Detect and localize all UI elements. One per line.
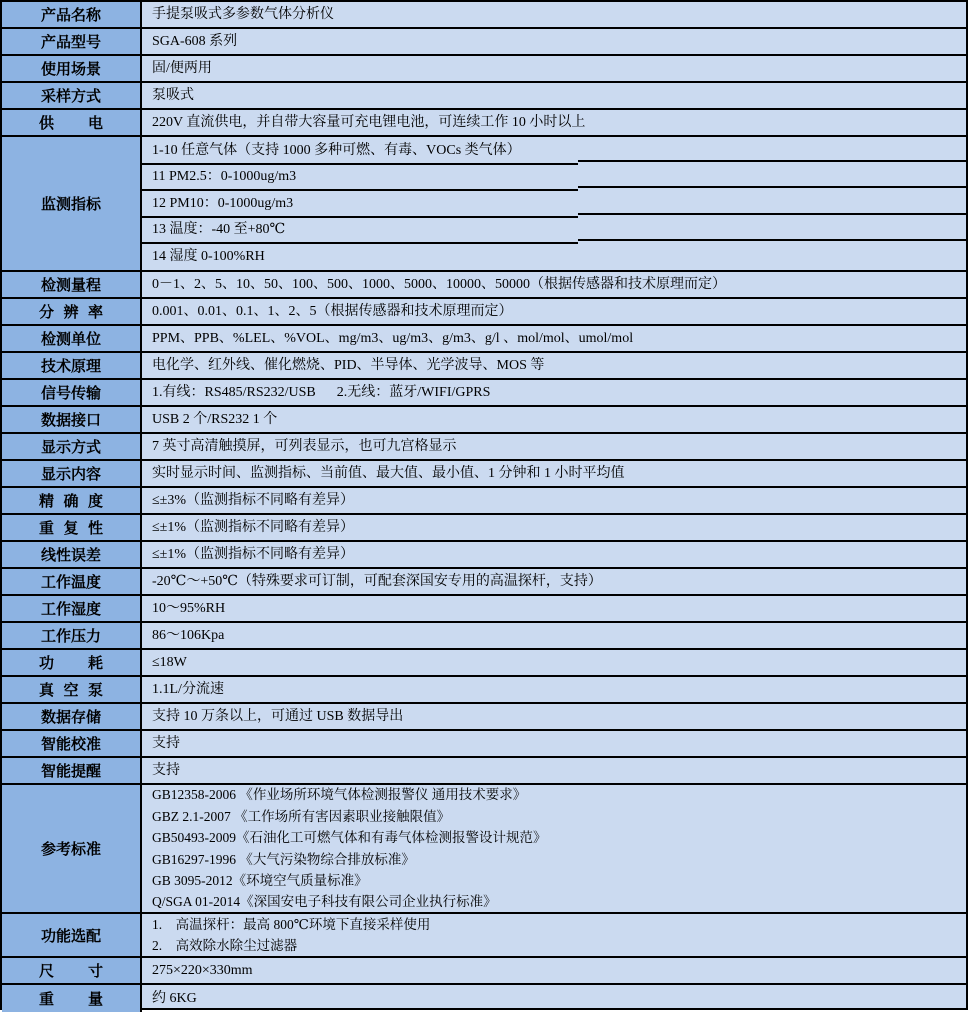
row-monitoring-indicators xyxy=(2,137,966,272)
display-mode-value-cell xyxy=(142,434,966,459)
optional-functions-line: 1. 高温探杆：最高 800℃环境下直接采样使用 xyxy=(152,916,431,932)
sampling-method-label: 采样方式 xyxy=(40,88,101,105)
weight-label-cell xyxy=(2,985,142,1012)
working-pressure-label-cell xyxy=(2,623,142,648)
subrow-separator-right xyxy=(578,186,966,188)
optional-functions-label-cell xyxy=(2,914,142,956)
smart-reminder-label-cell xyxy=(2,758,142,783)
row-detection-range xyxy=(2,272,966,299)
linearity-error-value: ≤±1%（监测指标不同略有差异） xyxy=(152,546,355,562)
optional-functions-line: 2. 高效除水除尘过滤器 xyxy=(152,938,298,953)
row-power-supply xyxy=(2,110,966,137)
row-power-consumption xyxy=(2,650,966,677)
working-pressure-label: 工作压力 xyxy=(40,628,101,645)
row-optional-functions xyxy=(2,914,966,958)
vacuum-pump-value: 1.1L/分流速 xyxy=(152,681,224,697)
signal-transmission-value: 1.有线：RS485/RS232/USB 2.无线：蓝牙/WIFI/GPRS xyxy=(152,384,491,400)
optional-functions-label: 功能选配 xyxy=(40,927,101,945)
signal-transmission-value-cell xyxy=(142,380,966,405)
working-temperature-value-cell xyxy=(142,569,966,594)
subrow-separator-right xyxy=(578,213,966,215)
display-mode-label: 显示方式 xyxy=(40,439,101,456)
resolution-value-cell xyxy=(142,299,966,324)
row-display-content xyxy=(2,461,966,488)
usage-scene-label: 使用场景 xyxy=(40,61,101,78)
detection-unit-label: 检测单位 xyxy=(40,331,101,348)
vacuum-pump-label: 真空泵 xyxy=(39,682,103,699)
row-working-temperature xyxy=(2,569,966,596)
product-name-value: 手提泵吸式多参数气体分析仪 xyxy=(152,6,334,22)
detection-range-label: 检测量程 xyxy=(40,277,101,294)
detection-range-value: 0－1、2、5、10、50、100、500、1000、5000、10000、50000（根据传感器和技术原理而定） xyxy=(152,276,726,292)
row-product-model xyxy=(2,29,966,56)
usage-scene-label-cell xyxy=(2,56,142,81)
usage-scene-value-cell xyxy=(142,56,966,81)
sampling-method-value: 泵吸式 xyxy=(152,87,194,103)
detection-unit-label-cell xyxy=(2,326,142,351)
repeatability-value: ≤±1%（监测指标不同略有差异） xyxy=(152,519,355,535)
technical-principle-value-cell xyxy=(142,353,966,378)
technical-principle-label: 技术原理 xyxy=(40,358,101,375)
linearity-error-value-cell xyxy=(142,542,966,567)
working-humidity-value-cell xyxy=(142,596,966,621)
weight-value-cell xyxy=(142,985,966,1012)
working-temperature-label-cell xyxy=(2,569,142,594)
row-technical-principle xyxy=(2,353,966,380)
monitoring-indicators-subrow xyxy=(142,243,966,270)
signal-transmission-label-cell xyxy=(2,380,142,405)
product-name-value-cell xyxy=(142,2,966,27)
product-model-label-cell xyxy=(2,29,142,54)
row-signal-transmission xyxy=(2,380,966,407)
monitoring-indicators-subrow xyxy=(142,137,966,164)
repeatability-label-cell xyxy=(2,515,142,540)
monitoring-indicators-subrow xyxy=(142,190,966,217)
data-storage-value: 支持 10 万条以上，可通过 USB 数据导出 xyxy=(152,708,404,724)
sampling-method-value-cell xyxy=(142,83,966,108)
row-vacuum-pump xyxy=(2,677,966,704)
detection-unit-value-cell xyxy=(142,326,966,351)
reference-standards-value-cell xyxy=(142,785,966,912)
row-product-name xyxy=(2,2,966,29)
monitoring-indicators-subrow-value: 11 PM2.5：0-1000ug/m3 xyxy=(152,169,297,185)
reference-standards-line: GB50493-2009《石油化工可燃气体和有毒气体检测报警设计规范》 xyxy=(152,830,547,846)
weight-value: 约 6KG xyxy=(152,990,197,1006)
power-supply-value: 220V 直流供电，并自带大容量可充电锂电池，可连续工作 10 小时以上 xyxy=(152,114,586,130)
monitoring-indicators-label: 监测指标 xyxy=(40,196,101,213)
display-content-label-cell xyxy=(2,461,142,486)
power-consumption-label: 功耗 xyxy=(39,655,103,672)
data-interface-label-cell xyxy=(2,407,142,432)
dimensions-label-cell xyxy=(2,958,142,983)
data-storage-label-cell xyxy=(2,704,142,729)
vacuum-pump-label-cell xyxy=(2,677,142,702)
monitoring-indicators-subrow-value: 1-10 任意气体（支持 1000 多种可燃、有毒、VOCs 类气体） xyxy=(152,142,521,158)
detection-range-value-cell xyxy=(142,272,966,297)
accuracy-value: ≤±3%（监测指标不同略有差异） xyxy=(152,492,355,508)
row-data-interface xyxy=(2,407,966,434)
monitoring-indicators-subrow xyxy=(142,164,966,191)
power-consumption-value-cell xyxy=(142,650,966,675)
monitoring-indicators-label-cell xyxy=(2,137,142,270)
data-interface-label: 数据接口 xyxy=(40,412,101,429)
detection-range-label-cell xyxy=(2,272,142,297)
resolution-label-cell xyxy=(2,299,142,324)
data-storage-label: 数据存储 xyxy=(40,709,101,726)
row-reference-standards xyxy=(2,785,966,914)
smart-calibration-value-cell xyxy=(142,731,966,756)
monitoring-indicators-subrow-value: 14 湿度 0-100%RH xyxy=(152,248,265,264)
linearity-error-label: 线性误差 xyxy=(40,547,101,564)
resolution-value: 0.001、0.01、0.1、1、2、5（根据传感器和技术原理而定） xyxy=(152,303,513,319)
subrow-separator-right xyxy=(578,239,966,241)
smart-reminder-value-cell xyxy=(142,758,966,783)
dimensions-value: 275×220×330mm xyxy=(152,962,253,978)
reference-standards-line: Q/SGA 01-2014《深国安电子科技有限公司企业执行标准》 xyxy=(152,894,497,910)
weight-label: 重量 xyxy=(39,991,103,1008)
resolution-label: 分辨率 xyxy=(39,304,103,321)
technical-principle-value: 电化学、红外线、催化燃烧、PID、半导体、光学波导、MOS 等 xyxy=(152,357,545,373)
working-humidity-label: 工作湿度 xyxy=(40,601,101,618)
reference-standards-line: GB12358-2006 《作业场所环境气体检测报警仪 通用技术要求》 xyxy=(152,787,527,803)
accuracy-value-cell xyxy=(142,488,966,513)
display-mode-label-cell xyxy=(2,434,142,459)
working-temperature-label: 工作温度 xyxy=(40,574,101,591)
accuracy-label-cell xyxy=(2,488,142,513)
dimensions-value-cell xyxy=(142,958,966,983)
row-weight xyxy=(2,985,966,1012)
optional-functions-value-cell xyxy=(142,914,966,956)
smart-reminder-value: 支持 xyxy=(152,762,180,778)
reference-standards-line: GB16297-1996 《大气污染物综合排放标准》 xyxy=(152,851,415,867)
power-supply-label: 供电 xyxy=(39,115,103,132)
smart-calibration-value: 支持 xyxy=(152,735,180,751)
row-linearity-error xyxy=(2,542,966,569)
data-storage-value-cell xyxy=(142,704,966,729)
row-dimensions xyxy=(2,958,966,985)
working-pressure-value: 86～106Kpa xyxy=(152,627,225,643)
signal-transmission-label: 信号传输 xyxy=(40,385,101,402)
detection-unit-value: PPM、PPB、%LEL、%VOL、mg/m3、ug/m3、g/m3、g/l 、mol/mol、umol/mol xyxy=(152,330,634,346)
product-model-value-cell xyxy=(142,29,966,54)
display-content-value-cell xyxy=(142,461,966,486)
display-content-value: 实时显示时间、监测指标、当前值、最大值、最小值、1 分钟和 1 小时平均值 xyxy=(152,465,625,481)
working-temperature-value: -20℃～+50℃（特殊要求可订制，可配套深国安专用的高温探杆，支持） xyxy=(152,573,602,589)
vacuum-pump-value-cell xyxy=(142,677,966,702)
repeatability-label: 重复性 xyxy=(39,520,103,537)
display-content-label: 显示内容 xyxy=(40,466,101,483)
row-usage-scene xyxy=(2,56,966,83)
working-pressure-value-cell xyxy=(142,623,966,648)
row-repeatability xyxy=(2,515,966,542)
linearity-error-label-cell xyxy=(2,542,142,567)
power-consumption-label-cell xyxy=(2,650,142,675)
accuracy-label: 精确度 xyxy=(39,493,103,510)
row-working-pressure xyxy=(2,623,966,650)
display-mode-value: 7 英寸高清触摸屏，可列表显示，也可九宫格显示 xyxy=(152,438,457,454)
row-smart-reminder xyxy=(2,758,966,785)
product-name-label-cell xyxy=(2,2,142,27)
monitoring-indicators-subrow-value: 13 温度：-40 至+80℃ xyxy=(152,222,286,238)
sampling-method-label-cell xyxy=(2,83,142,108)
data-interface-value: USB 2 个/RS232 1 个 xyxy=(152,411,278,427)
smart-calibration-label: 智能校准 xyxy=(40,736,101,753)
subrow-separator-right xyxy=(578,160,966,162)
power-supply-value-cell xyxy=(142,110,966,135)
working-humidity-value: 10～95%RH xyxy=(152,600,226,616)
data-interface-value-cell xyxy=(142,407,966,432)
product-model-label: 产品型号 xyxy=(40,34,101,51)
monitoring-indicators-subrow xyxy=(142,217,966,244)
product-model-value: SGA-608 系列 xyxy=(152,33,238,49)
monitoring-indicators-subrow-value: 12 PM10：0-1000ug/m3 xyxy=(152,195,294,211)
reference-standards-line: GBZ 2.1-2007 《工作场所有害因素职业接触限值》 xyxy=(152,808,451,824)
row-resolution xyxy=(2,299,966,326)
monitoring-indicators-value-cell xyxy=(142,137,966,270)
reference-standards-label-cell xyxy=(2,785,142,912)
row-detection-unit xyxy=(2,326,966,353)
power-consumption-value: ≤18W xyxy=(152,654,187,670)
technical-principle-label-cell xyxy=(2,353,142,378)
repeatability-value-cell xyxy=(142,515,966,540)
row-accuracy xyxy=(2,488,966,515)
row-smart-calibration xyxy=(2,731,966,758)
reference-standards-line: GB 3095-2012《环境空气质量标准》 xyxy=(152,872,368,888)
row-data-storage xyxy=(2,704,966,731)
row-display-mode xyxy=(2,434,966,461)
reference-standards-label: 参考标准 xyxy=(40,841,101,858)
usage-scene-value: 固/便两用 xyxy=(152,60,212,76)
working-humidity-label-cell xyxy=(2,596,142,621)
row-sampling-method xyxy=(2,83,966,110)
smart-reminder-label: 智能提醒 xyxy=(40,763,101,780)
smart-calibration-label-cell xyxy=(2,731,142,756)
product-name-label: 产品名称 xyxy=(40,7,101,24)
power-supply-label-cell xyxy=(2,110,142,135)
row-working-humidity xyxy=(2,596,966,623)
dimensions-label: 尺寸 xyxy=(39,963,103,980)
